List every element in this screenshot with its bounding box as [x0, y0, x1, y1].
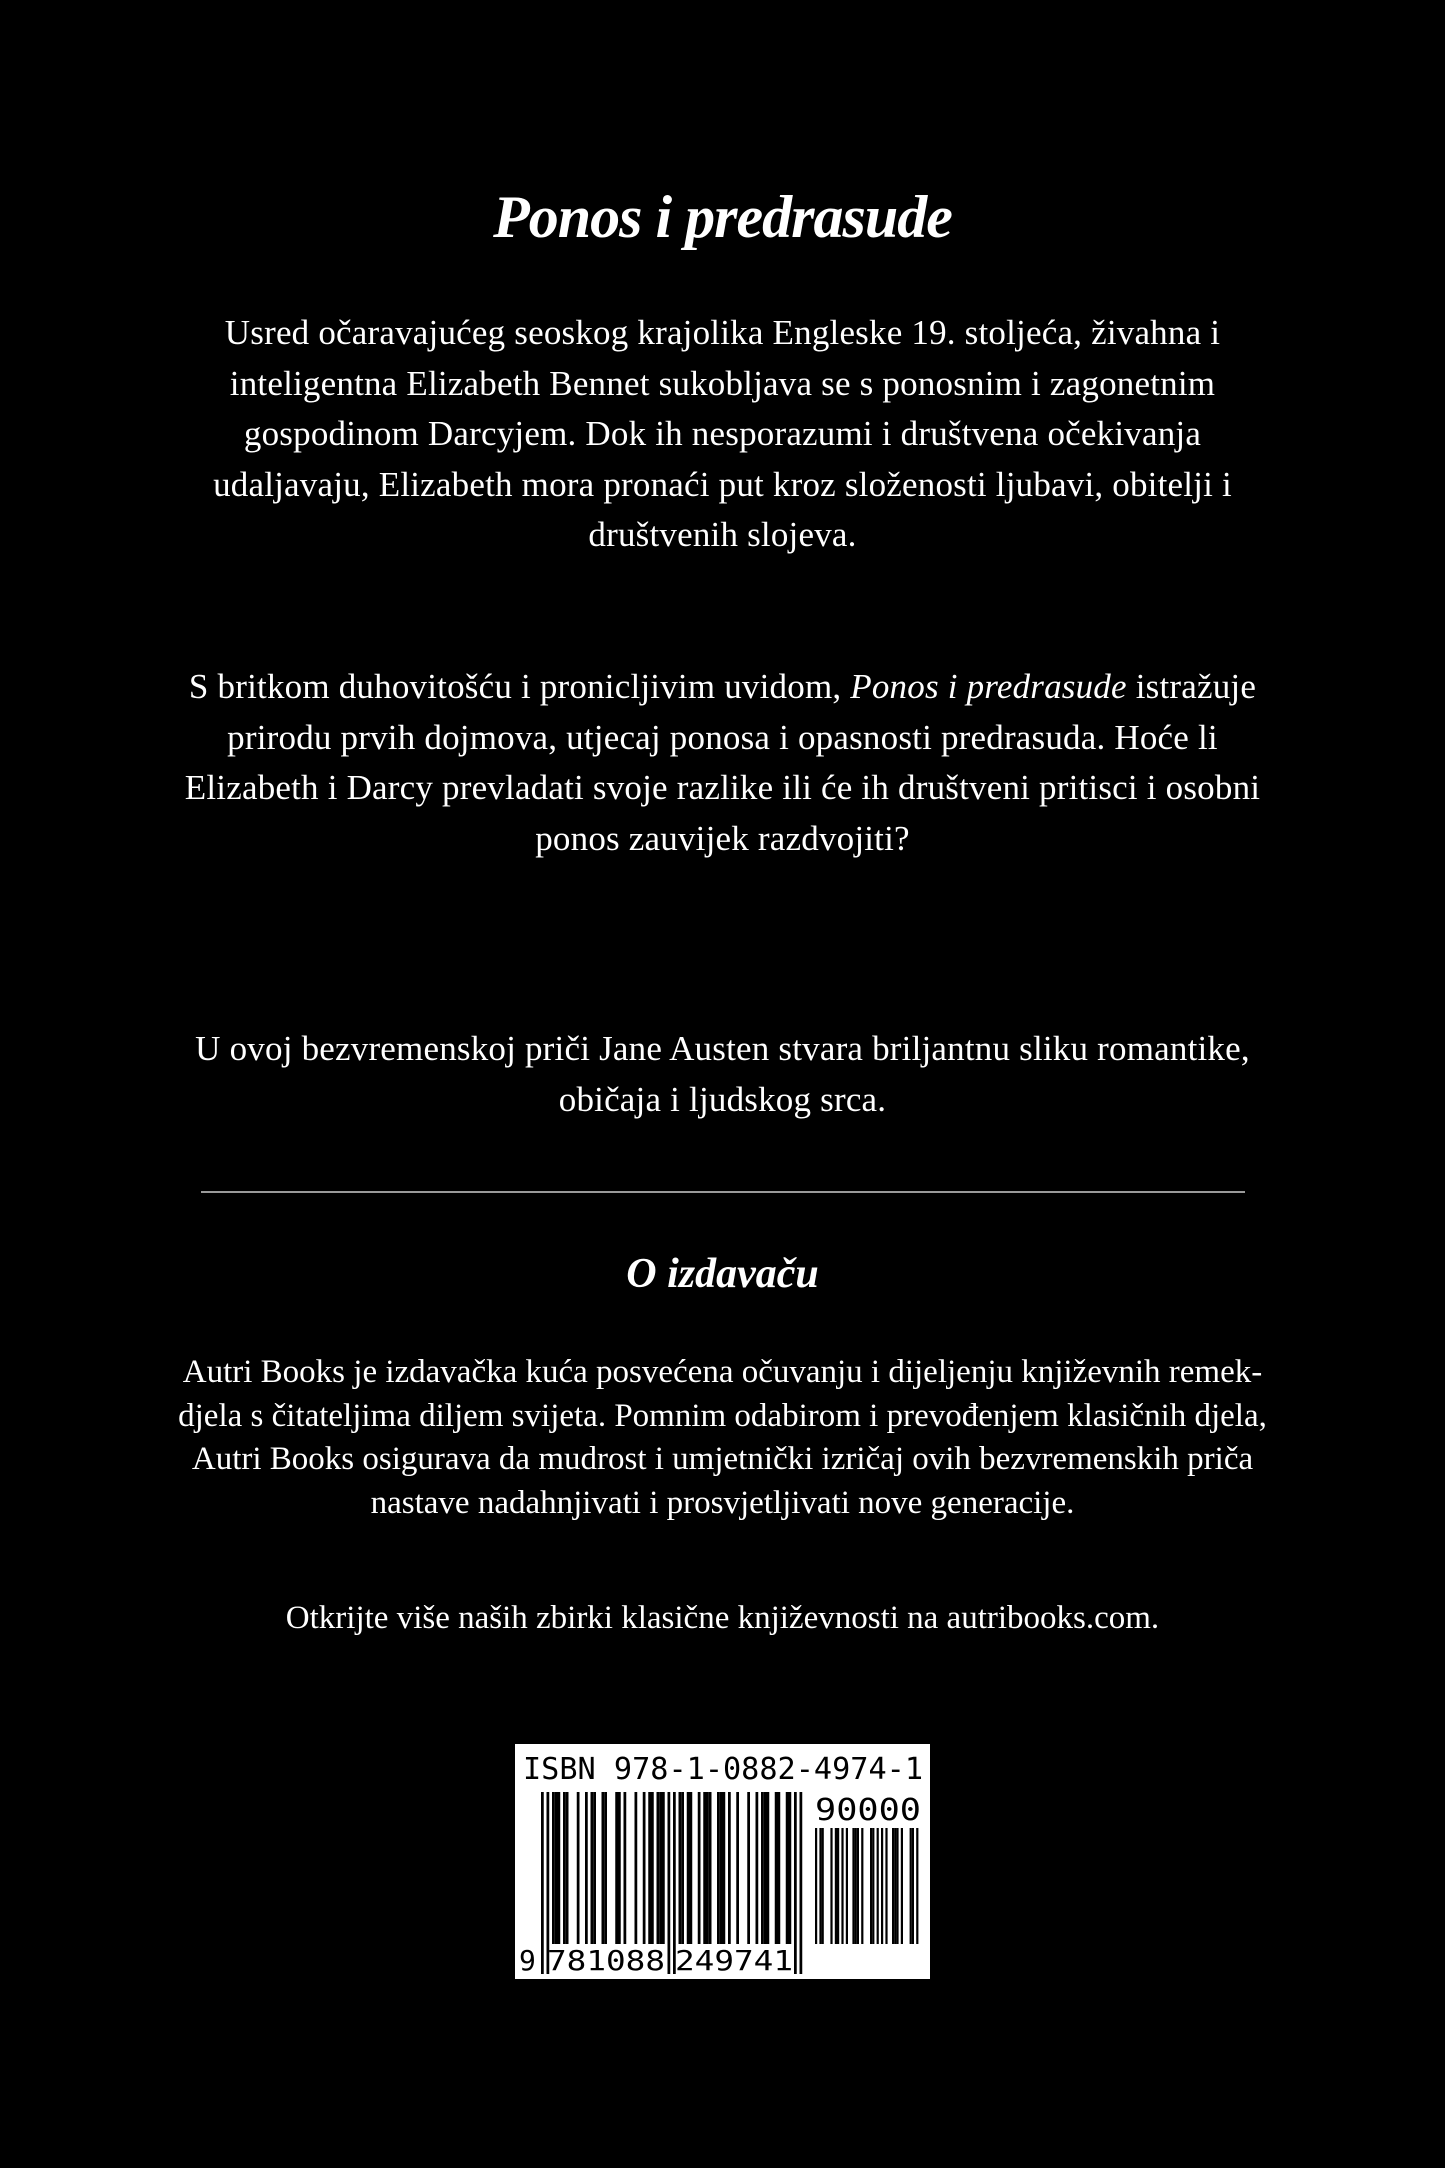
publisher-about: Autri Books je izdavačka kuća posvećena očuvanju i dijeljenju književnih remek-djela s čitateljima diljem svijeta. Pomnim odabirom i prevođenjem klasičnih djela, Autri Books osigurava da mudrost i umjetnički izričaj ovih bezvremenskih priča nastave nadahnjivati i prosvjetljivati nove generacije.: [178, 1354, 1267, 1521]
description-paragraph-2-start: S britkom duhovitošću i pronicljivim uvidom,: [188, 667, 851, 706]
publisher-heading: O izdavaču: [626, 1251, 819, 1297]
barcode-bar: [786, 1792, 789, 1944]
barcode-bar: [703, 1792, 706, 1944]
addon-bar: [916, 1828, 918, 1944]
isbn-label: ISBN 978-1-0882-4974-1: [523, 1752, 923, 1787]
addon-bar: [846, 1828, 848, 1944]
barcode-bar: [618, 1792, 621, 1944]
barcode-bar: [690, 1792, 693, 1944]
barcode-bar: [709, 1792, 712, 1944]
barcode-bar: [794, 1792, 797, 1974]
barcode-bar: [767, 1792, 770, 1944]
barcode-bar: [552, 1792, 555, 1944]
barcode-right-digits: 249741: [675, 1944, 793, 1977]
barcode-bar: [728, 1792, 731, 1944]
addon-bar: [885, 1828, 887, 1944]
barcode-left-digits: 781088: [547, 1944, 665, 1977]
barcode-bar: [577, 1792, 580, 1944]
barcode-bar: [778, 1792, 781, 1944]
addon-bar: [835, 1828, 837, 1944]
barcode-bar: [723, 1792, 726, 1944]
barcode-bar: [662, 1792, 665, 1944]
barcode-bar: [541, 1792, 544, 1974]
addon-bar: [892, 1828, 894, 1944]
barcode-bar: [687, 1792, 690, 1944]
barcode-bar: [706, 1792, 709, 1944]
addon-bar: [910, 1828, 912, 1944]
barcode-bar: [643, 1792, 646, 1944]
addon-bar: [837, 1828, 839, 1944]
addon-bar: [830, 1828, 832, 1944]
barcode-bar: [651, 1792, 654, 1944]
addon-bar: [861, 1828, 863, 1944]
description-paragraph-2: [175, 662, 1270, 864]
barcode-bar: [585, 1792, 588, 1944]
barcode-bar: [563, 1792, 566, 1944]
barcode-bar: [635, 1792, 638, 1944]
barcode-bar: [555, 1792, 558, 1944]
description-paragraph-2-end: istražuje prirodu prvih dojmova, utjecaj ponosa i opasnosti predrasuda. Hoće li Elizabeth i Darcy prevladati svoje razlike ili će ih društveni pritisci i osobni ponos zauvijek razdvojiti?: [184, 667, 1261, 858]
addon-bar: [822, 1828, 824, 1944]
addon-bar: [870, 1828, 872, 1944]
barcode-bar: [747, 1792, 750, 1944]
description-title-italic: Ponos i predrasude: [850, 667, 1127, 706]
addon-bar: [815, 1828, 817, 1944]
barcode-bar: [591, 1792, 594, 1944]
addon-bar: [841, 1828, 843, 1944]
barcode-bar: [756, 1792, 759, 1944]
price-code: 90000: [815, 1793, 921, 1828]
barcode-bar: [659, 1792, 662, 1944]
barcode-bar: [681, 1792, 684, 1944]
section-divider: [201, 1191, 1245, 1193]
addon-bar: [877, 1828, 879, 1944]
barcode-bar: [800, 1792, 803, 1974]
addon-bar: [896, 1828, 898, 1944]
barcode-first-digit: 9: [519, 1944, 536, 1977]
barcode-bar: [736, 1792, 739, 1944]
barcode-bar: [789, 1792, 792, 1944]
addon-bar: [881, 1828, 883, 1944]
barcode-bar: [602, 1792, 605, 1944]
barcode-bar: [698, 1792, 701, 1944]
addon-bar: [857, 1828, 859, 1944]
description-paragraph-3: U ovoj bezvremenskoj priči Jane Austen stvara briljantnu sliku romantike, običaja i ljudskog srca.: [195, 1029, 1250, 1119]
barcode-graphic: [515, 1744, 930, 1979]
barcode-bar: [648, 1792, 651, 1944]
addon-bar: [819, 1828, 821, 1944]
barcode-bar: [775, 1792, 778, 1944]
barcode-bar: [717, 1792, 720, 1944]
barcode-bar: [566, 1792, 569, 1944]
book-title: Ponos i predrasude: [493, 184, 952, 250]
addon-bar: [855, 1828, 857, 1944]
barcode-bar: [668, 1792, 671, 1974]
addon-bar: [912, 1828, 914, 1944]
barcode-bar: [720, 1792, 723, 1944]
addon-bar: [901, 1828, 903, 1944]
isbn-barcode: [515, 1744, 930, 1979]
barcode-bar: [761, 1792, 764, 1944]
barcode-bar: [764, 1792, 767, 1944]
barcode-bar: [593, 1792, 596, 1944]
barcode-bar: [615, 1792, 618, 1944]
barcode-bar: [679, 1792, 682, 1944]
barcode-bar: [657, 1792, 660, 1944]
addon-bar: [894, 1828, 896, 1944]
addon-bar: [872, 1828, 874, 1944]
addon-bar: [852, 1828, 854, 1944]
publisher-more: Otkrijte više naših zbirki klasične književnosti na autribooks.com.: [285, 1600, 1160, 1636]
barcode-bar: [624, 1792, 627, 1944]
description-paragraph-1: Usred očaravajućeg seoskog krajolika Engleske 19. stoljeća, živahna i inteligentna Elizabeth Bennet sukobljava se s ponosnim i zagonetnim gospodinom Darcyjem. Dok ih nesporazumi i društvena očekivanja udaljavaju, Elizabeth mora pronaći put kroz složenosti ljubavi, obitelji i društvenih slojeva.: [213, 313, 1232, 554]
barcode-bar: [604, 1792, 607, 1944]
barcode-bar: [558, 1792, 561, 1944]
